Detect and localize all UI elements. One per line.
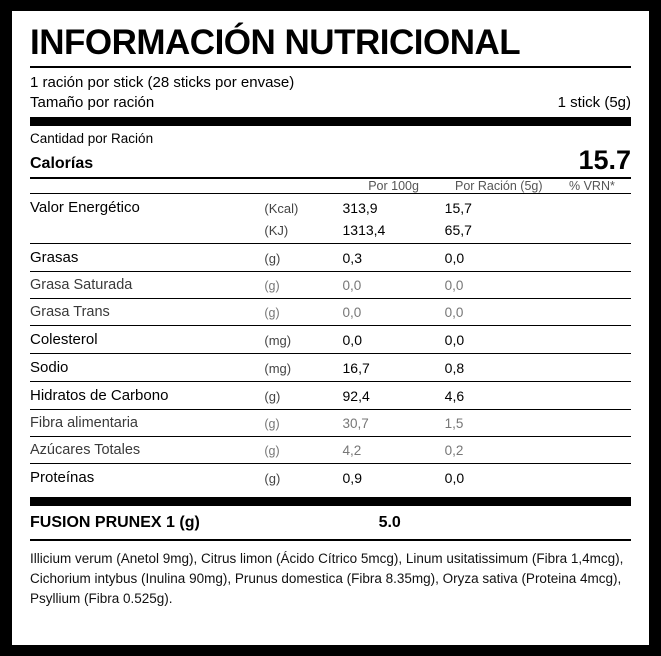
row-per-serving: 0,0 — [445, 244, 553, 272]
table-row — [30, 464, 631, 492]
row-vrn — [553, 272, 631, 299]
row-unit: (mg) — [264, 354, 342, 382]
table-row — [30, 354, 631, 382]
row-name — [30, 221, 264, 244]
row-per-100g: 0,0 — [343, 299, 445, 326]
row-per-100g: 4,2 — [343, 437, 445, 464]
row-per-100g: 0,9 — [343, 464, 445, 492]
row-per-100g: 0,0 — [343, 272, 445, 299]
header-name — [30, 179, 264, 194]
table-row — [30, 221, 631, 244]
row-per-serving: 0,0 — [445, 272, 553, 299]
table-row — [30, 244, 631, 272]
row-vrn — [553, 299, 631, 326]
servings-per-container: 1 ración por stick (28 sticks por envase) — [30, 74, 295, 91]
row-vrn — [553, 382, 631, 410]
calories-amount-label: Cantidad por Ración — [30, 131, 154, 147]
row-per-serving: 15,7 — [445, 194, 553, 222]
row-vrn — [553, 326, 631, 354]
row-per-serving: 0,0 — [445, 464, 553, 492]
row-unit: (g) — [264, 437, 342, 464]
row-unit: (mg) — [264, 326, 342, 354]
row-name: Colesterol — [30, 326, 264, 354]
row-unit: (g) — [264, 244, 342, 272]
row-name: Grasa Trans — [30, 299, 264, 326]
fusion-name: FUSION PRUNEX 1 (g) — [30, 514, 200, 532]
divider-thick-top — [30, 117, 631, 126]
nutrition-table — [30, 179, 631, 491]
row-vrn — [553, 221, 631, 244]
row-per-100g: 0,3 — [343, 244, 445, 272]
row-name: Grasa Saturada — [30, 272, 264, 299]
nutrition-label-body — [12, 11, 649, 645]
row-per-serving: 0,8 — [445, 354, 553, 382]
table-row — [30, 194, 631, 222]
row-name: Sodio — [30, 354, 264, 382]
row-name: Proteínas — [30, 464, 264, 492]
row-vrn — [553, 354, 631, 382]
row-name: Valor Energético — [30, 194, 264, 222]
table-row — [30, 299, 631, 326]
row-per-serving: 0,2 — [445, 437, 553, 464]
row-vrn — [553, 194, 631, 222]
row-unit: (g) — [264, 464, 342, 492]
row-per-serving: 1,5 — [445, 410, 553, 437]
header-per-serving: Por Ración (5g) — [454, 179, 543, 194]
serving-size-value: 1 stick (5g) — [557, 93, 631, 111]
row-per-serving: 0,0 — [445, 299, 553, 326]
row-per-serving: 0,0 — [445, 326, 553, 354]
row-unit: (g) — [264, 272, 342, 299]
row-per-100g: 313,9 — [343, 194, 445, 222]
table-row — [30, 326, 631, 354]
row-vrn — [553, 464, 631, 492]
page-title: INFORMACIÓN NUTRICIONAL — [30, 23, 521, 62]
row-unit: (g) — [264, 410, 342, 437]
header-per-100g: Por 100g — [368, 179, 419, 194]
row-name: Azúcares Totales — [30, 437, 264, 464]
row-vrn — [553, 410, 631, 437]
calories-row — [30, 147, 631, 174]
ingredients-text: Illicium verum (Anetol 9mg), Citrus limon (Ácido Cítrico 5mcg), Linum usitatissimum (Fibra 1,4mcg), Cichorium intybus (Inulina 90mg), Prunus domestica (Fibra 8.35mg), Oryza sativa (Proteina 4mcg), Psyllium (Fibra 0.525g). — [30, 551, 624, 606]
table-row — [30, 410, 631, 437]
row-per-serving: 65,7 — [444, 222, 472, 239]
row-vrn — [553, 437, 631, 464]
divider-thick-bottom — [30, 497, 631, 506]
row-per-100g: 92,4 — [343, 382, 445, 410]
row-vrn — [553, 244, 631, 272]
calories-value: 15.7 — [578, 145, 631, 176]
calories-section — [30, 126, 631, 177]
header-unit — [264, 179, 342, 194]
row-per-100g: 16,7 — [343, 354, 445, 382]
serving-size-label: Tamaño por ración — [30, 93, 155, 111]
row-unit: (KJ) — [264, 223, 289, 239]
fusion-value: 5.0 — [378, 514, 401, 532]
row-unit: (g) — [264, 299, 342, 326]
table-header-row — [30, 179, 631, 194]
serving-size-row — [30, 93, 631, 113]
row-name: Hidratos de Carbono — [30, 382, 264, 410]
row-per-100g: 30,7 — [343, 410, 445, 437]
fusion-section — [30, 506, 631, 539]
table-row — [30, 437, 631, 464]
row-unit: (g) — [264, 382, 342, 410]
servings-section — [30, 68, 631, 117]
header-vrn: % VRN* — [569, 179, 615, 194]
row-per-100g: 0,0 — [343, 326, 445, 354]
row-unit: (Kcal) — [264, 194, 342, 222]
calories-label: Calorías — [30, 154, 94, 172]
table-row — [30, 382, 631, 410]
table-row — [30, 272, 631, 299]
row-per-serving: 4,6 — [445, 382, 553, 410]
row-per-100g: 1313,4 — [342, 222, 386, 239]
row-name: Grasas — [30, 244, 264, 272]
row-name: Fibra alimentaria — [30, 410, 264, 437]
